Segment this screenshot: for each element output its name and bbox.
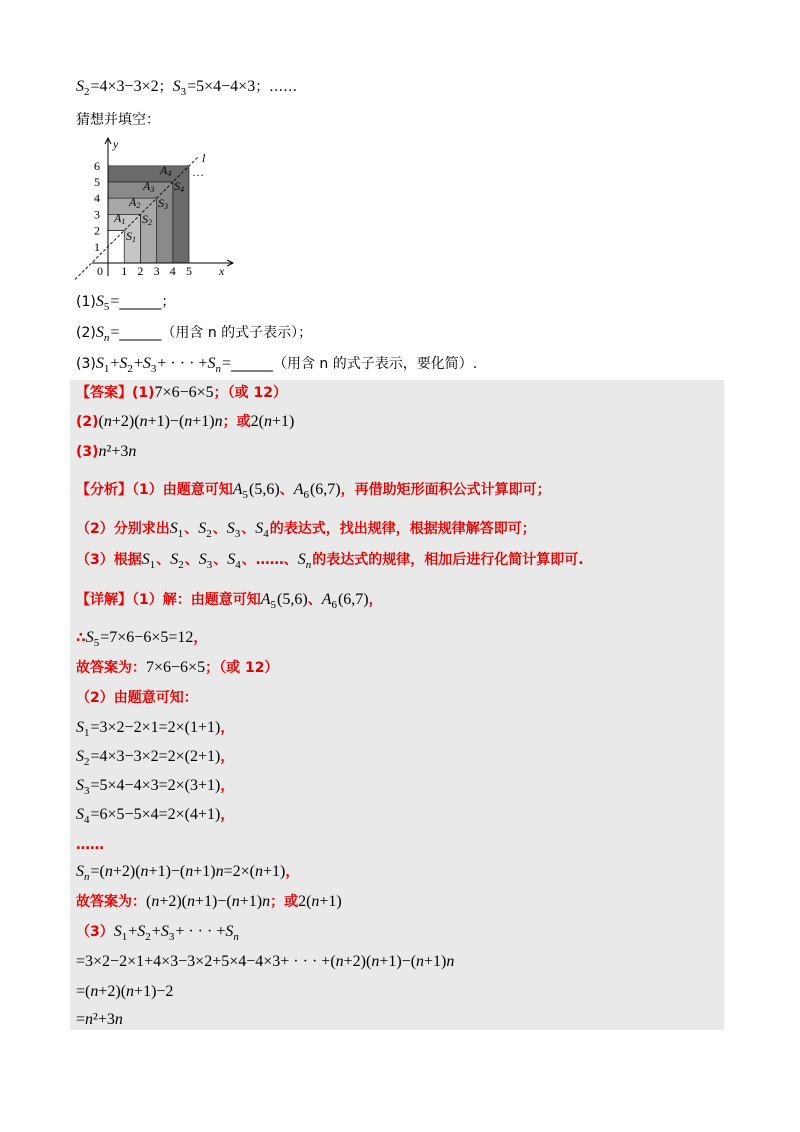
math-subscript: 5 <box>103 301 110 313</box>
math-run: 2(n+1) <box>298 893 342 910</box>
region-origin-rect <box>108 231 124 263</box>
detail-line-1 <box>76 590 383 610</box>
label-a3-sub: 3 <box>150 185 155 194</box>
text-run: ， <box>220 749 235 765</box>
text-run: 的表达式，找出规律，根据规律解答即可； <box>269 521 536 537</box>
text-run: 、 <box>212 521 227 537</box>
math-run: S <box>85 629 94 646</box>
detail-line-9 <box>76 835 104 855</box>
math-subscript: 3 <box>168 931 175 943</box>
math-subscript: 4 <box>235 559 241 571</box>
math-run: S <box>255 520 264 537</box>
math-run: S <box>169 520 178 537</box>
text-run: ∴ <box>76 630 86 646</box>
text-run: ______（用含 n 的式子表示，要化简）. <box>230 356 478 372</box>
math-run: =4×3−3×2 <box>90 78 159 95</box>
label-s1-letter: S <box>126 229 132 243</box>
text-run: ；或 <box>270 894 299 910</box>
text-run: 、 <box>279 482 294 498</box>
y-tick-label: 5 <box>94 175 100 189</box>
math-run: (6,7) <box>337 591 369 608</box>
text-run: 故答案为： <box>76 660 146 676</box>
y-tick-label: 3 <box>94 207 100 222</box>
math-subscript: 1 <box>84 727 90 739</box>
text-run: (3) <box>76 356 96 372</box>
math-run: = <box>221 355 231 372</box>
detail-line-6 <box>76 747 234 767</box>
text-run: （2）分别求出 <box>76 521 170 537</box>
analysis-line-2 <box>76 519 536 539</box>
math-run: (n+2)(n+1)−(n+1)n <box>98 413 223 430</box>
text-run: …… <box>76 837 104 853</box>
math-run: =7×6−6×5=12 <box>100 629 194 646</box>
math-run: =(n+2)(n+1)−(n+1)n=2×(n+1) <box>90 863 286 880</box>
math-run: (n+2)(n+1)−(n+1)n <box>146 893 271 910</box>
text-run: 、 <box>156 552 171 568</box>
math-run: =6×5−5×4=2×(4+1) <box>90 806 221 823</box>
math-run: =5×4−4×3=2×(3+1) <box>90 777 221 794</box>
text-run: (2) <box>76 414 99 430</box>
math-run: 2(n+1) <box>250 413 295 430</box>
analysis-line-3 <box>76 550 584 570</box>
label-a1-letter: A <box>114 211 122 225</box>
text-run: ， <box>285 864 300 880</box>
math-subscript: 1 <box>149 559 156 571</box>
math-run: S <box>76 78 84 95</box>
text-run: ， <box>220 778 235 794</box>
label-s1-sub: 1 <box>132 235 136 244</box>
math-run: +S <box>151 923 169 940</box>
text-run: （2）由题意可知： <box>76 690 198 706</box>
y-tick-label: 6 <box>94 158 100 173</box>
math-run: A <box>293 481 304 498</box>
detail-line-7 <box>76 776 234 796</box>
label-a3-letter: A <box>143 179 151 193</box>
math-run: S <box>113 923 122 940</box>
math-subscript: 5 <box>93 637 100 649</box>
text-run: 的表达式的规律，相加后进行化简计算即可. <box>312 552 584 568</box>
text-run: ， <box>220 720 235 736</box>
math-subscript: 2 <box>145 931 151 943</box>
math-run: S <box>226 520 235 537</box>
math-run: =5×4−4×3 <box>187 78 256 95</box>
answer-line-3 <box>76 442 136 462</box>
text-run: 【详解】（1）解：由题意可知 <box>76 592 261 608</box>
label-s4-letter: S <box>174 179 180 193</box>
math-subscript: 2 <box>84 86 90 98</box>
x-tick-label: 3 <box>153 264 160 278</box>
label-a2-sub: 2 <box>136 201 141 210</box>
text-run: ；或 <box>222 414 251 430</box>
math-subscript: 2 <box>84 756 90 768</box>
math-run: S <box>95 293 104 310</box>
math-subscript: 2 <box>178 559 184 571</box>
math-subscript: n <box>103 332 110 344</box>
text-run: (2) <box>76 325 96 341</box>
given-line <box>76 77 297 97</box>
text-run: （3）根据 <box>76 552 142 568</box>
math-run: S <box>76 777 84 794</box>
detail-line-14 <box>76 982 173 1002</box>
staircase-figure <box>60 130 250 290</box>
math-run: 7×6−6×5 <box>154 384 214 401</box>
text-run: 、 <box>184 521 199 537</box>
analysis-line-1 <box>76 480 551 500</box>
text-run: ， <box>193 630 208 646</box>
text-run: ；（或 12） <box>205 660 279 676</box>
text-run: 【分析】（1）由题意可知 <box>76 482 233 498</box>
math-subscript: 6 <box>331 599 337 611</box>
math-run: S <box>76 806 84 823</box>
detail-line-13 <box>76 952 454 972</box>
math-run: + · · · +S <box>157 355 216 372</box>
text-run: 、 <box>307 592 322 608</box>
math-subscript: 3 <box>150 363 157 375</box>
y-tick-label: 2 <box>94 223 100 238</box>
text-run: ；（或 12） <box>213 385 287 401</box>
math-run: S <box>198 520 207 537</box>
math-run: n²+3n <box>98 443 137 460</box>
part-1 <box>76 292 175 312</box>
math-run: S <box>95 324 104 341</box>
math-subscript: 3 <box>234 528 241 540</box>
y-axis-label: y <box>113 137 119 151</box>
math-run: = <box>110 324 120 341</box>
label-s3-sub: 3 <box>164 202 168 211</box>
text-run: ，再借助矩形面积公式计算即可； <box>340 482 551 498</box>
math-run: +S <box>133 355 151 372</box>
math-run: A <box>232 481 243 498</box>
math-run: (6,7) <box>309 481 341 498</box>
detail-line-12 <box>76 922 240 942</box>
math-run: +S <box>110 355 128 372</box>
math-subscript: 3 <box>84 785 90 797</box>
math-run: S <box>172 78 181 95</box>
x-tick-label: 4 <box>169 264 176 278</box>
math-run: A <box>260 591 271 608</box>
label-s2-letter: S <box>142 212 148 226</box>
math-run: =3×2−2×1+4×3−3×2+5×4−4×3+ · · · +(n+2)(n+1)−(n+1)n <box>76 953 455 970</box>
text-run: (1) <box>76 294 96 310</box>
part-2 <box>76 323 312 343</box>
x-tick-label: 1 <box>121 264 128 278</box>
math-run: S <box>95 355 104 372</box>
math-subscript: 3 <box>206 559 213 571</box>
math-run: A <box>321 591 332 608</box>
text-run: 、……、 <box>241 552 298 568</box>
math-run: =4×3−3×2=2×(2+1) <box>90 748 221 765</box>
math-run: S <box>297 551 306 568</box>
math-run: =3×2−2×1=2×(1+1) <box>90 719 221 736</box>
label-a4 <box>159 163 171 178</box>
detail-line-2 <box>76 628 207 648</box>
math-subscript: n <box>84 871 90 883</box>
math-run: S <box>198 551 207 568</box>
detail-line-4 <box>76 688 198 708</box>
text-run: 【答案】(1) <box>76 385 155 401</box>
label-s3-letter: S <box>158 196 164 210</box>
math-subscript: 1 <box>103 363 110 375</box>
text-run: 故答案为： <box>76 894 146 910</box>
math-subscript: n <box>233 931 239 943</box>
math-subscript: 6 <box>303 489 309 501</box>
math-run: S <box>76 719 84 736</box>
x-tick-label: 2 <box>137 264 144 278</box>
math-subscript: 4 <box>84 814 90 826</box>
text-run: 、 <box>213 552 228 568</box>
detail-line-15 <box>76 1010 123 1030</box>
text-run: （3） <box>76 924 114 940</box>
text-run: ， <box>220 807 235 823</box>
math-subscript: n <box>215 363 221 375</box>
math-subscript: 1 <box>121 931 128 943</box>
line-l-label: l <box>202 151 206 165</box>
text-run: ______（用含 n 的式子表示）； <box>119 325 313 341</box>
text-run: 、 <box>184 552 199 568</box>
label-a1-sub: 1 <box>121 217 126 226</box>
math-run: 7×6−6×5 <box>146 659 206 676</box>
math-run: S <box>76 863 84 880</box>
math-run: + · · · +S <box>175 923 234 940</box>
math-run: S <box>227 551 236 568</box>
text-run: (3) <box>76 444 99 460</box>
text-run: ；…… <box>255 79 298 95</box>
label-a4-sub: 4 <box>167 169 172 178</box>
answer-line-1 <box>76 383 287 403</box>
math-subscript: n <box>305 559 312 571</box>
text-run: ， <box>368 592 383 608</box>
origin-label: 0 <box>97 264 103 278</box>
math-run: (5,6) <box>277 591 308 608</box>
label-s2-sub: 2 <box>148 218 152 227</box>
detail-line-8 <box>76 805 234 825</box>
math-run: = <box>110 293 120 310</box>
detail-line-10 <box>76 862 299 882</box>
prompt-line: 猜想并填空： <box>76 112 160 128</box>
math-subscript: 5 <box>242 489 249 501</box>
math-run: =n²+3n <box>76 1011 123 1028</box>
label-a4-letter: A <box>160 163 168 177</box>
x-axis-label: x <box>219 264 225 278</box>
y-tick-label: 4 <box>94 191 100 206</box>
detail-line-5 <box>76 718 234 738</box>
label-s4-sub: 4 <box>180 185 184 194</box>
text-run: ； <box>158 79 173 95</box>
detail-line-11 <box>76 892 342 912</box>
answer-line-2 <box>76 412 294 432</box>
text-run: ______； <box>119 294 176 310</box>
math-run: S <box>170 551 179 568</box>
text-run: 、 <box>241 521 256 537</box>
y-tick-label: 1 <box>94 239 100 254</box>
math-subscript: 1 <box>177 528 184 540</box>
label-a2-letter: A <box>129 195 137 209</box>
math-subscript: 5 <box>270 599 277 611</box>
part-3 <box>76 354 477 374</box>
math-subscript: 2 <box>206 528 212 540</box>
math-subscript: 2 <box>127 363 133 375</box>
math-run: =(n+2)(n+1)−2 <box>76 983 174 1000</box>
math-run: S <box>141 551 150 568</box>
math-run: S <box>76 748 84 765</box>
continuation-mark: … <box>192 165 204 179</box>
math-run: (5,6) <box>249 481 280 498</box>
detail-line-3 <box>76 658 278 678</box>
math-run: +S <box>128 923 146 940</box>
math-subscript: 3 <box>180 86 187 98</box>
x-tick-label: 5 <box>186 264 192 278</box>
math-subscript: 4 <box>263 528 269 540</box>
